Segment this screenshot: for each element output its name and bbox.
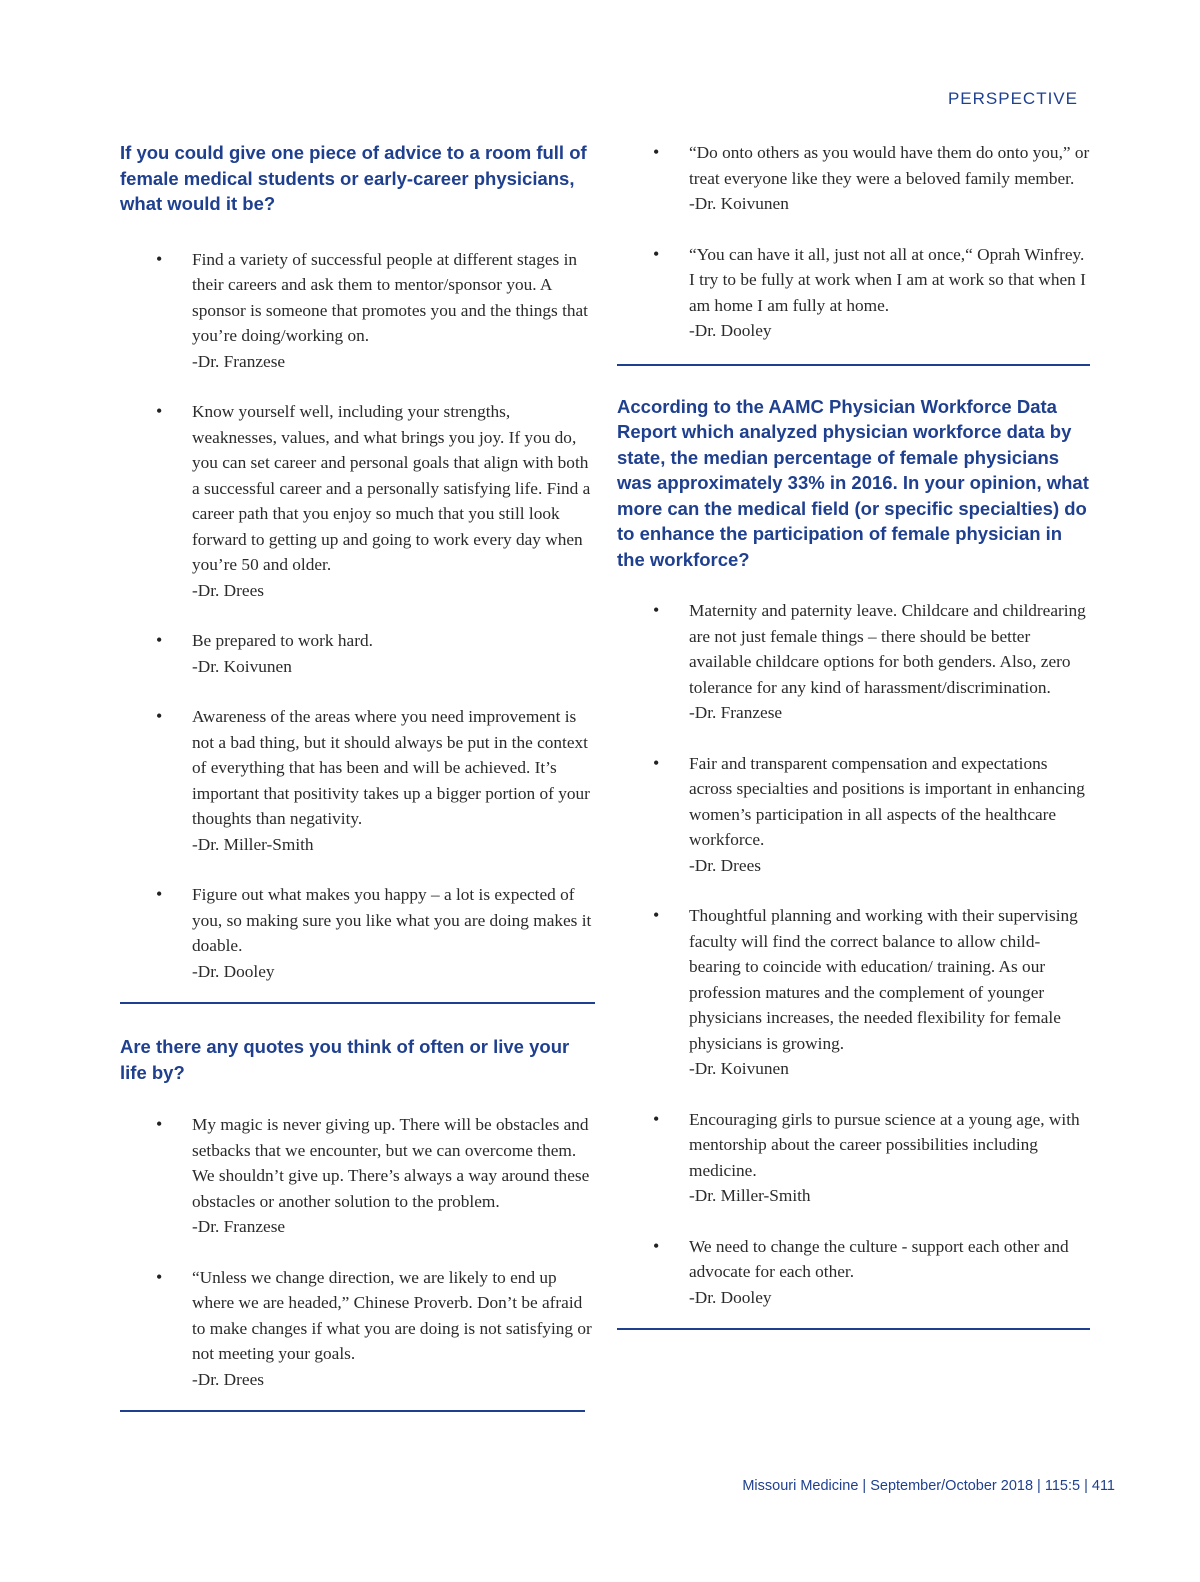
right-column — [617, 140, 1090, 1330]
answer-author: -Dr. Miller-Smith — [689, 1186, 811, 1205]
answer-item — [617, 242, 1090, 344]
answer-list-advice — [120, 247, 595, 985]
answer-author: -Dr. Franzese — [192, 1217, 286, 1236]
answer-item — [120, 628, 595, 679]
answer-item — [617, 1234, 1090, 1311]
answer-author: -Dr. Koivunen — [689, 1059, 789, 1078]
answer-text: We need to change the culture - support each other and advocate for each other. — [689, 1236, 1069, 1281]
bullet-icon: • — [156, 401, 163, 421]
answer-text: Thoughtful planning and working with their supervising faculty will find the correct balance to allow child-bearing to coincide with education/ training. As our profession matures and the complement of younger physicians increases, the needed flexibility for female physicians is growing. — [689, 906, 1078, 1053]
answer-text: Maternity and paternity leave. Childcare and childrearing are not just female things – there should be better available childcare options for both genders. Also, zero tolerance for any kind of harassment/discrimination. — [689, 601, 1086, 697]
answer-text: “You can have it all, just not all at once,“ Oprah Winfrey. I try to be fully at work when I am at work so that when I am home I am fully at home. — [689, 244, 1086, 315]
answer-item — [120, 704, 595, 857]
answer-list-quotes-continued — [617, 140, 1090, 344]
section-divider — [617, 364, 1090, 366]
bullet-icon: • — [156, 1114, 163, 1134]
answer-author: -Dr. Drees — [192, 580, 264, 600]
answer-list-quotes — [120, 1112, 595, 1392]
section-label: PERSPECTIVE — [947, 89, 1078, 108]
answer-author: -Dr. Franzese — [192, 351, 286, 371]
answer-item — [617, 598, 1090, 726]
bullet-icon: • — [653, 752, 660, 773]
answer-author: -Dr. Dooley — [689, 321, 772, 340]
bullet-icon: • — [653, 600, 660, 620]
bullet-icon: • — [653, 1235, 660, 1256]
bullet-icon: • — [653, 243, 660, 264]
answer-item — [617, 140, 1090, 217]
section-divider — [617, 1328, 1090, 1330]
bullet-icon: • — [156, 884, 163, 904]
bullet-icon: • — [156, 706, 163, 726]
section-divider — [120, 1410, 585, 1412]
answer-author: -Dr. Dooley — [192, 961, 275, 981]
question-workforce: According to the AAMC Physician Workforce Data Report which analyzed physician workforce data by state, the median percentage of female physicians was approximately 33% in 2016. In your opinion, what more can the medical field (or specific specialties) do to enhance the participation of female physician in the workforce? — [617, 395, 1089, 570]
answer-item — [617, 903, 1090, 1082]
answer-item — [120, 247, 595, 375]
bullet-icon: • — [156, 1266, 163, 1287]
answer-author: -Dr. Drees — [689, 855, 761, 875]
answer-author: -Dr. Franzese — [689, 703, 783, 722]
answer-author: -Dr. Koivunen — [192, 656, 292, 676]
answer-text: Find a variety of successful people at different stages in their careers and ask them to mentor/sponsor you. A sponsor is someone that promotes you and the things that you’re doing/working on. — [192, 249, 588, 345]
page-footer: Missouri Medicine | September/October 2018 | 115:5 | 411 — [742, 1478, 1115, 1494]
answer-list-workforce — [617, 598, 1090, 1310]
section-divider — [120, 1002, 595, 1004]
answer-text: “Do onto others as you would have them do onto you,” or treat everyone like they were a beloved family member. — [689, 143, 1090, 188]
answer-text: “Unless we change direction, we are likely to end up where we are headed,” Chinese Proverb. Don’t be afraid to make changes if what you are doing is not satisfying or not meeting your goals. — [192, 1267, 592, 1363]
answer-text: My magic is never giving up. There will be obstacles and setbacks that we encounter, but we can overcome them. We shouldn’t give up. There’s always a way around these obstacles or another solution to the problem. — [192, 1115, 590, 1211]
bullet-icon: • — [653, 905, 660, 925]
answer-item — [120, 882, 595, 984]
bullet-icon: • — [156, 248, 163, 269]
answer-author: -Dr. Drees — [192, 1369, 264, 1389]
answer-author: -Dr. Koivunen — [689, 194, 789, 213]
answer-text: Fair and transparent compensation and expectations across specialties and positions is important in enhancing women’s participation in all aspects of the healthcare workforce. — [689, 753, 1085, 849]
answer-text: Figure out what makes you happy – a lot is expected of you, so making sure you like what you are doing makes it doable. — [192, 885, 592, 955]
question-advice: If you could give one piece of advice to a room full of female medical students or early-career physicians, what would it be? — [120, 142, 587, 214]
answer-text: Be prepared to work hard. — [192, 631, 373, 650]
answer-text: Know yourself well, including your strengths, weaknesses, values, and what brings you joy. If you do, you can set career and personal goals that align with both a successful career and a personally satisfying life. Find a career path that you enjoy so much that you still look forward to getting up and going to work every day when you’re 50 and older. — [192, 402, 591, 574]
answer-item — [120, 1112, 595, 1240]
answer-item — [120, 1265, 595, 1393]
answer-text: Awareness of the areas where you need improvement is not a bad thing, but it should always be put in the context of everything that has been and will be achieved. It’s important that positivity takes up a bigger portion of your thoughts than negativity. — [192, 707, 590, 828]
answer-item — [617, 751, 1090, 879]
answer-item — [617, 1107, 1090, 1209]
answer-author: -Dr. Dooley — [689, 1287, 772, 1307]
bullet-icon: • — [156, 630, 163, 650]
answer-author: -Dr. Miller-Smith — [192, 834, 314, 854]
left-column — [120, 140, 595, 1412]
answer-item — [120, 399, 595, 603]
question-quotes: Are there any quotes you think of often or live your life by? — [120, 1036, 570, 1083]
bullet-icon: • — [653, 1108, 660, 1129]
bullet-icon: • — [653, 142, 660, 162]
answer-text: Encouraging girls to pursue science at a young age, with mentorship about the career possibilities including medicine. — [689, 1109, 1080, 1180]
